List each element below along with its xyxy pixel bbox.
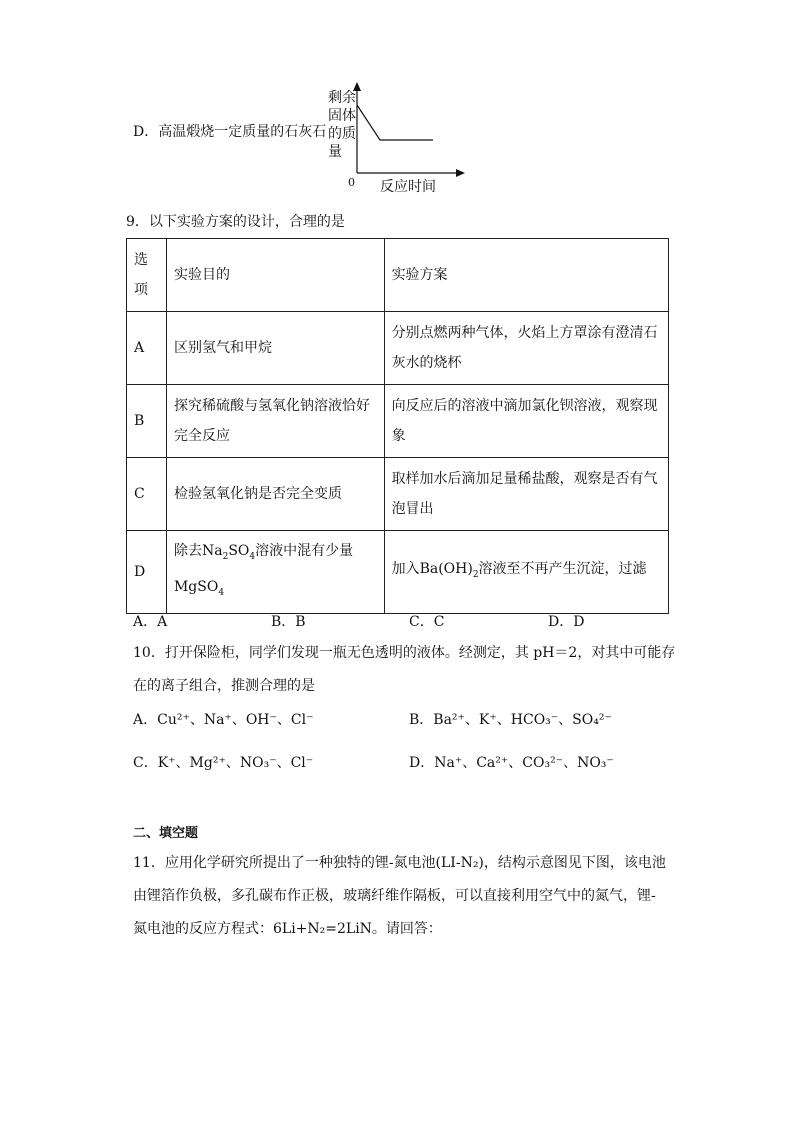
q11-line1: 11．应用化学研究所提出了一种独特的锂-氮电池(LI-N₂)，结构示意图见下图，该电池 <box>133 855 666 871</box>
graph-ylabel-4: 量 <box>328 144 342 160</box>
q9-answer-b[interactable]: B．B <box>271 614 306 630</box>
table-row <box>127 312 669 385</box>
graph-ylabel-3: 的质 <box>328 126 356 142</box>
header-option: 选项 <box>127 239 167 312</box>
q8-curve <box>357 105 433 140</box>
q8-option-d: D．高温煅烧一定质量的石灰石 <box>133 124 327 140</box>
row-d-goal: 除去$Na_2SO_4$溶液中混有少量 MgSO$_4$ <box>166 531 384 614</box>
q9-stem: 9．以下实验方案的设计，合理的是 <box>126 214 345 230</box>
table-header-row <box>127 239 669 312</box>
q10-stem-line1: 10．打开保险柜，同学们发现一瓶无色透明的液体。经测定，其 pH＝2，对其中可能存 <box>133 645 676 661</box>
graph-xlabel: 反应时间 <box>380 179 436 195</box>
row-c-plan: 取样加水后滴加足量稀盐酸，观察是否有气泡冒出 <box>384 458 668 531</box>
q11-line2: 由锂箔作负极，多孔碳布作正极，玻璃纤维作隔板，可以直接利用空气中的氮气，锂- <box>133 888 656 904</box>
table-row <box>127 385 669 458</box>
row-a-plan: 分别点燃两种气体，火焰上方罩涂有澄清石灰水的烧杯 <box>384 312 668 385</box>
q10-option-c[interactable]: C．K⁺、Mg²⁺、NO₃⁻、Cl⁻ <box>133 755 314 771</box>
row-c-goal: 检验氢氧化钠是否完全变质 <box>166 458 384 531</box>
graph-ylabel-2: 固体 <box>328 108 356 124</box>
q10-option-d[interactable]: D．Na⁺、Ca²⁺、CO₃²⁻、NO₃⁻ <box>409 755 614 771</box>
q10-option-b[interactable]: B．Ba²⁺、K⁺、HCO₃⁻、SO₄²⁻ <box>409 712 612 728</box>
row-b-goal: 探究稀硫酸与氢氧化钠溶液恰好完全反应 <box>166 385 384 458</box>
row-d-option: D <box>127 531 167 614</box>
row-d-plan: 加入$Ba(OH)_2$溶液至不再产生沉淀，过滤 <box>384 531 668 614</box>
section2-title: 二、填空题 <box>133 826 199 841</box>
q10-option-a[interactable]: A．Cu²⁺、Na⁺、OH⁻、Cl⁻ <box>133 712 314 728</box>
table-row <box>127 531 669 614</box>
row-b-plan: 向反应后的溶液中滴加氯化钡溶液，观察现象 <box>384 385 668 458</box>
header-plan: 实验方案 <box>384 239 668 312</box>
row-b-option: B <box>127 385 167 458</box>
row-a-goal: 区别氢气和甲烷 <box>166 312 384 385</box>
q9-answer-a[interactable]: A．A <box>133 614 168 630</box>
header-goal: 实验目的 <box>166 239 384 312</box>
graph-origin: 0 <box>348 176 355 189</box>
table-row <box>127 458 669 531</box>
row-a-option: A <box>127 312 167 385</box>
graph-ylabel-1: 剩余 <box>328 90 356 106</box>
q11-line3: 氮电池的反应方程式：6Li+N₂=2LiN。请回答： <box>133 921 442 937</box>
row-c-option: C <box>127 458 167 531</box>
q9-answer-c[interactable]: C．C <box>409 614 445 630</box>
q9-answer-d[interactable]: D．D <box>548 614 585 630</box>
q9-table <box>126 238 669 614</box>
q10-stem-line2: 在的离子组合，推测合理的是 <box>133 678 315 694</box>
